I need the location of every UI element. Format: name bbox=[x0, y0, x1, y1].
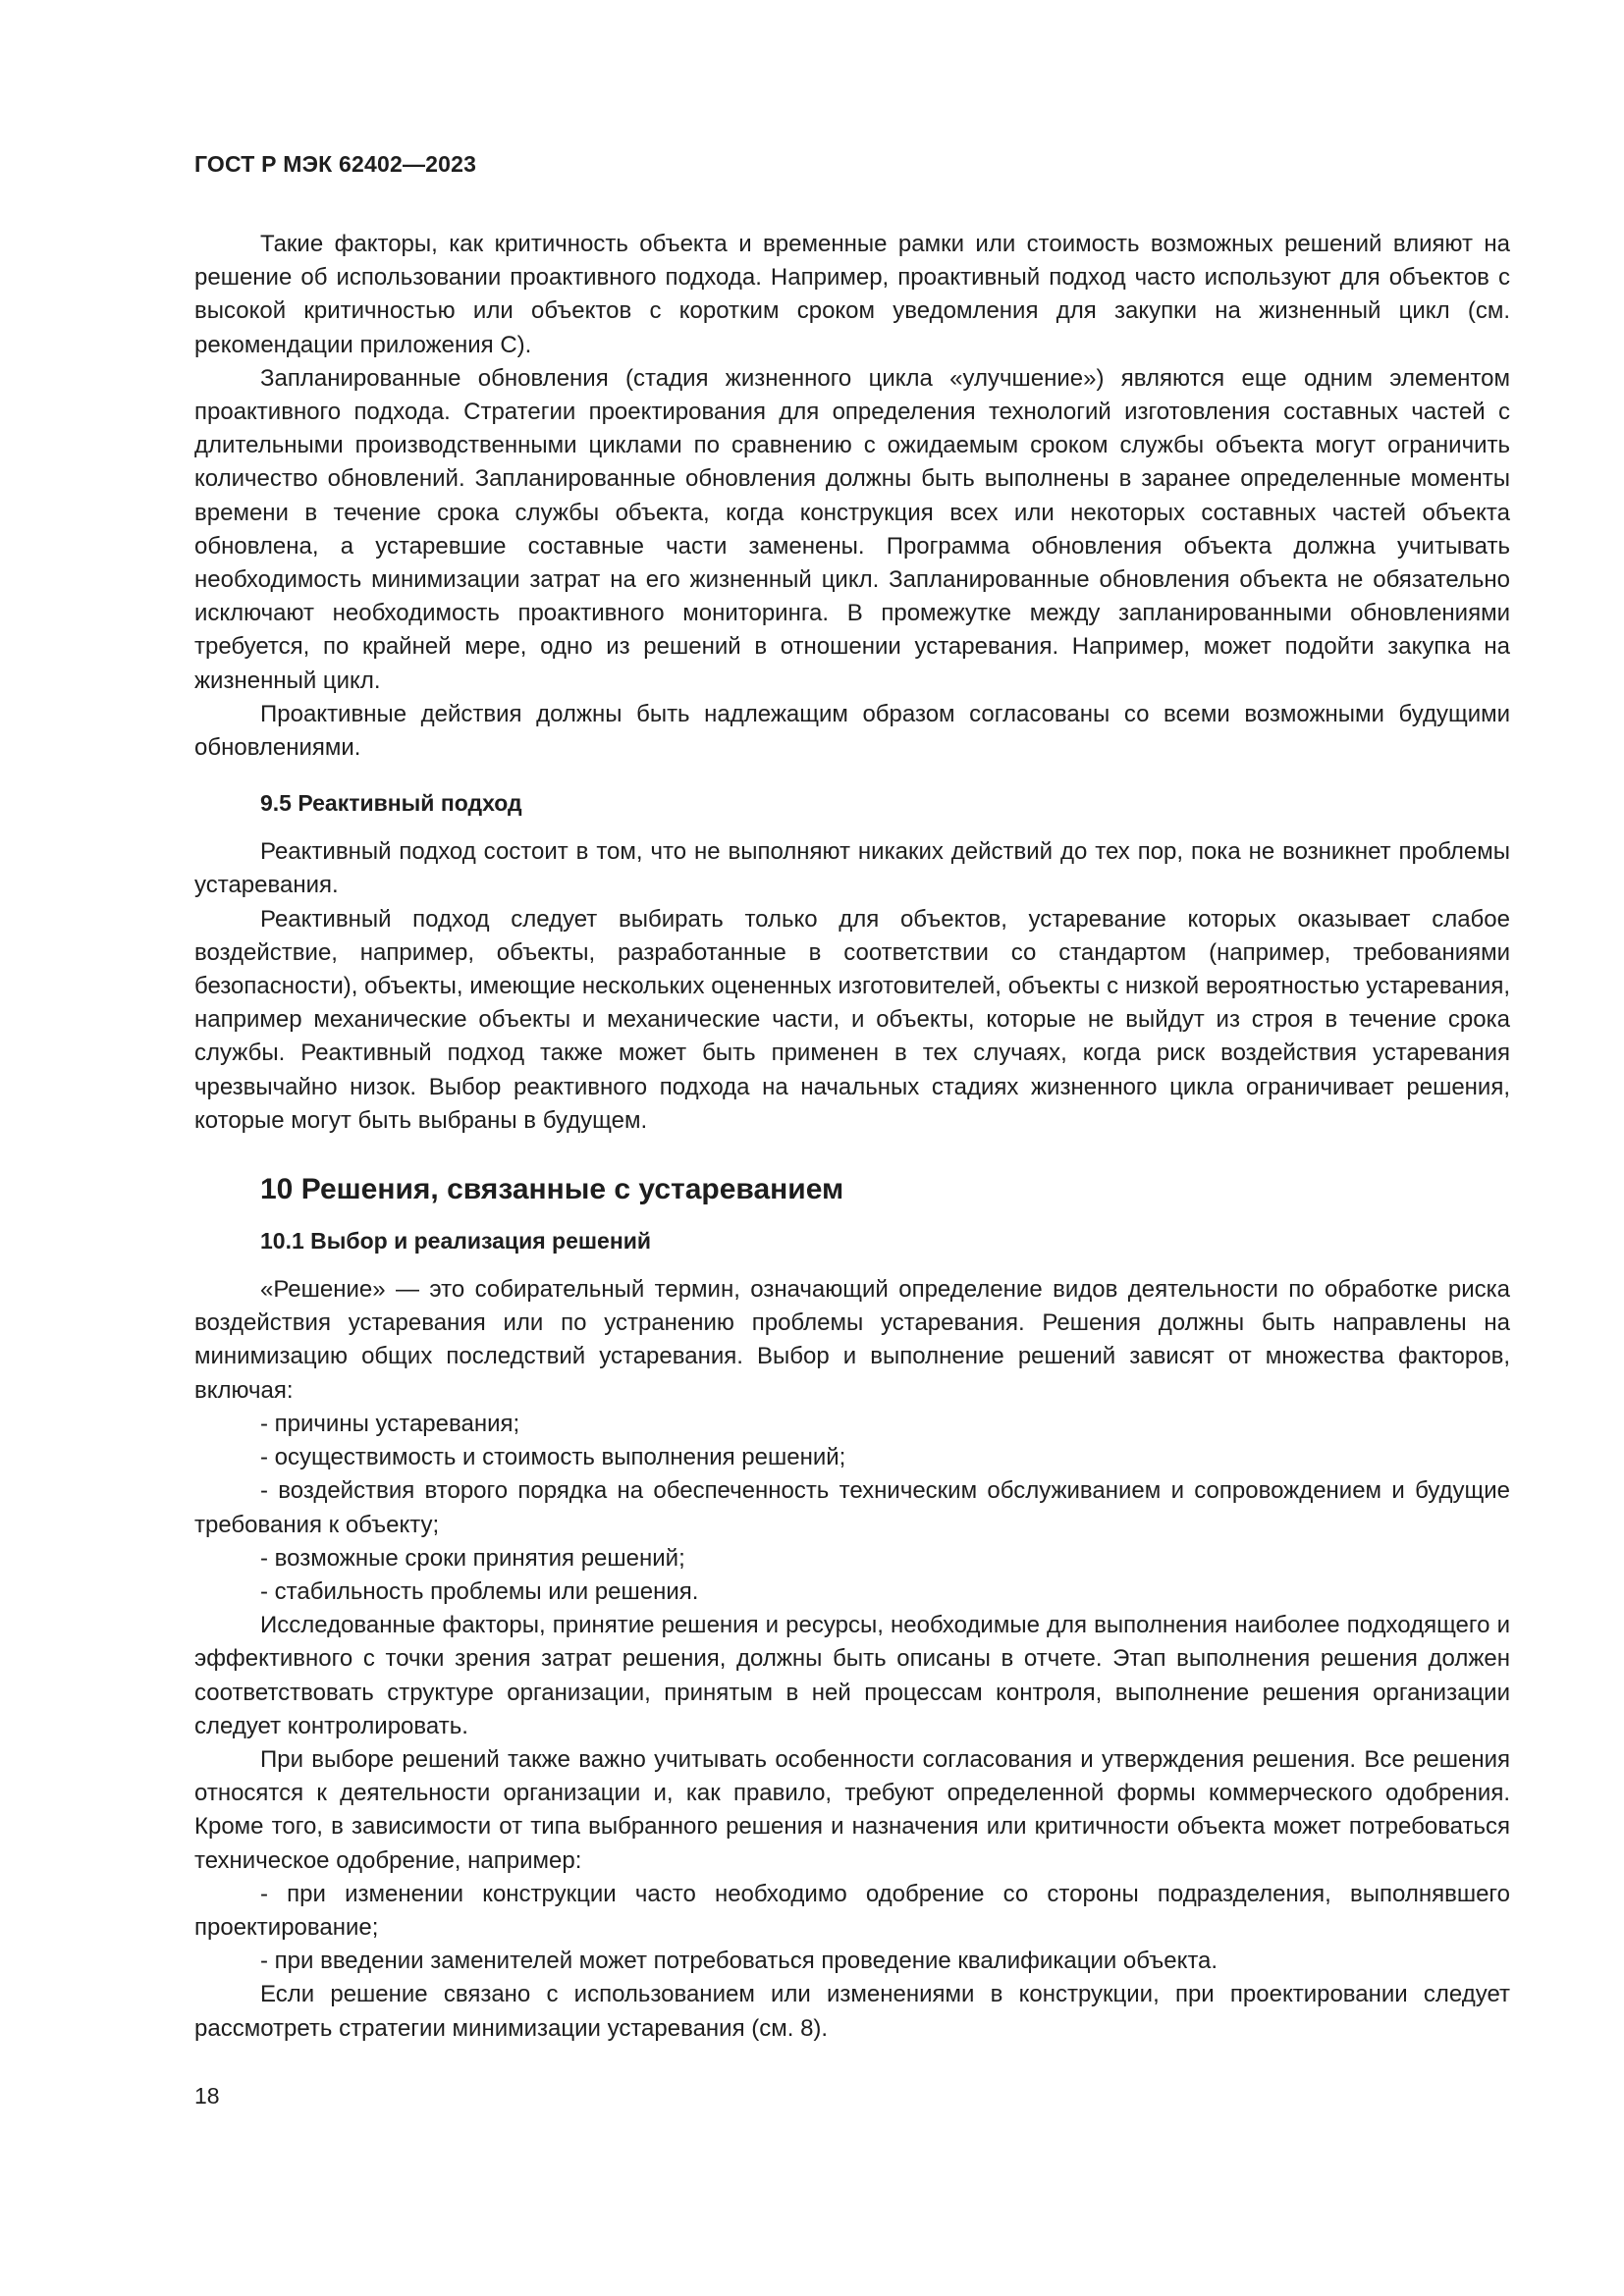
paragraph: Проактивные действия должны быть надлежащим образом согласованы со всеми возможными будущими обновлениями. bbox=[194, 700, 1510, 762]
list-item: - при введении заменителей может потребоваться проведение квалификации объекта. bbox=[260, 1948, 1218, 1975]
paragraph: Если решение связано с использованием или изменениями в конструкции, при проектировании следует рассмотреть стратегии минимизации устаревания (см. 8). bbox=[194, 1981, 1510, 2042]
paragraph: Запланированные обновления (стадия жизненного цикла «улучшение») являются еще одним элементом проактивного подхода. Стратегии проектирования для определения технологий изготовления составных частей с длительными производственными циклами по сравнению с ожидаемым сроком службы объекта могут ограничить количество обновлений. Запланированные обновления должны быть выполнены в заранее определенные моменты времени в течение срока службы объекта, когда конструкция всех или некоторых составных частей объекта обновлена, а устаревшие составные части заменены. Программа обновления объекта должна учитывать необходимость минимизации затрат на его жизненный цикл. Запланированные обновления объекта не обязательно исключают необходимость проактивного мониторинга. В промежутке между запланированными обновлениями требуется, по крайней мере, одно из решений в отношении устаревания. Например, может подойти закупка на жизненный цикл. bbox=[194, 364, 1510, 694]
paragraph: Такие факторы, как критичность объекта и временные рамки или стоимость возможных решений влияют на решение об использовании проактивного подхода. Например, проактивный подход часто используют для объектов с высокой критичностью или объектов с коротким сроком уведомления для закупки на жизненный цикл (см. рекомендации приложения С). bbox=[194, 231, 1510, 358]
section-heading-10: 10 Решения, связанные с устареванием bbox=[260, 1173, 844, 1206]
document-body bbox=[194, 228, 1510, 2046]
subsection-heading-10-1: 10.1 Выбор и реализация решений bbox=[260, 1228, 651, 1255]
list-item: - осуществимость и стоимость выполнения решений; bbox=[260, 1444, 846, 1471]
list-item: - причины устаревания; bbox=[260, 1410, 520, 1437]
page-header-doc-code: ГОСТ Р МЭК 62402—2023 bbox=[194, 151, 477, 177]
paragraph: При выборе решений также важно учитывать особенности согласования и утверждения решения. Все решения относятся к деятельности организации и, как правило, требуют определенной формы коммерческого одобрения. Кроме того, в зависимости от типа выбранного решения и назначения или критичности объекта может потребоваться техническое одобрение, например: bbox=[194, 1745, 1510, 1874]
paragraph: Исследованные факторы, принятие решения и ресурсы, необходимые для выполнения наиболее подходящего и эффективного с точки зрения затрат решения, должны быть описаны в отчете. Этап выполнения решения должен соответствовать структуре организации, принятым в ней процессам контроля, выполнение решения организации следует контролировать. bbox=[194, 1612, 1510, 1739]
factors-list bbox=[194, 1408, 1510, 1609]
list-item: - стабильность проблемы или решения. bbox=[260, 1577, 699, 1605]
paragraph: «Решение» — это собирательный термин, означающий определение видов деятельности по обработке риска воздействия устаревания или по устранению проблемы устаревания. Решения должны быть направлены на минимизацию общих последствий устаревания. Выбор и выполнение решений зависят от множества факторов, включая: bbox=[194, 1276, 1510, 1404]
page-number: 18 bbox=[194, 2083, 220, 2109]
subsection-heading-9-5: 9.5 Реактивный подход bbox=[260, 790, 522, 817]
approvals-list bbox=[194, 1878, 1510, 1979]
list-item: - возможные сроки принятия решений; bbox=[260, 1544, 685, 1572]
paragraph: Реактивный подход следует выбирать только для объектов, устаревание которых оказывает слабое воздействие, например, объекты, разработанные в соответствии со стандартом (например, требованиями безопасности), объекты, имеющие нескольких оцененных изготовителей, объекты с низкой вероятностью устаревания, например механические объекты и механические части, и объекты, которые не выйдут из строя в течение срока службы. Реактивный подход также может быть применен в тех случаях, когда риск воздействия устаревания чрезвычайно низок. Выбор реактивного подхода на начальных стадиях жизненного цикла ограничивает решения, которые могут быть выбраны в будущем. bbox=[194, 905, 1510, 1134]
list-item: - при изменении конструкции часто необходимо одобрение со стороны подразделения, выполнявшего проектирование; bbox=[194, 1880, 1510, 1941]
paragraph: Реактивный подход состоит в том, что не выполняют никаких действий до тех пор, пока не возникнет проблемы устаревания. bbox=[194, 838, 1510, 899]
list-item: - воздействия второго порядка на обеспеченность техническим обслуживанием и сопровождением и будущие требования к объекту; bbox=[194, 1477, 1510, 1538]
